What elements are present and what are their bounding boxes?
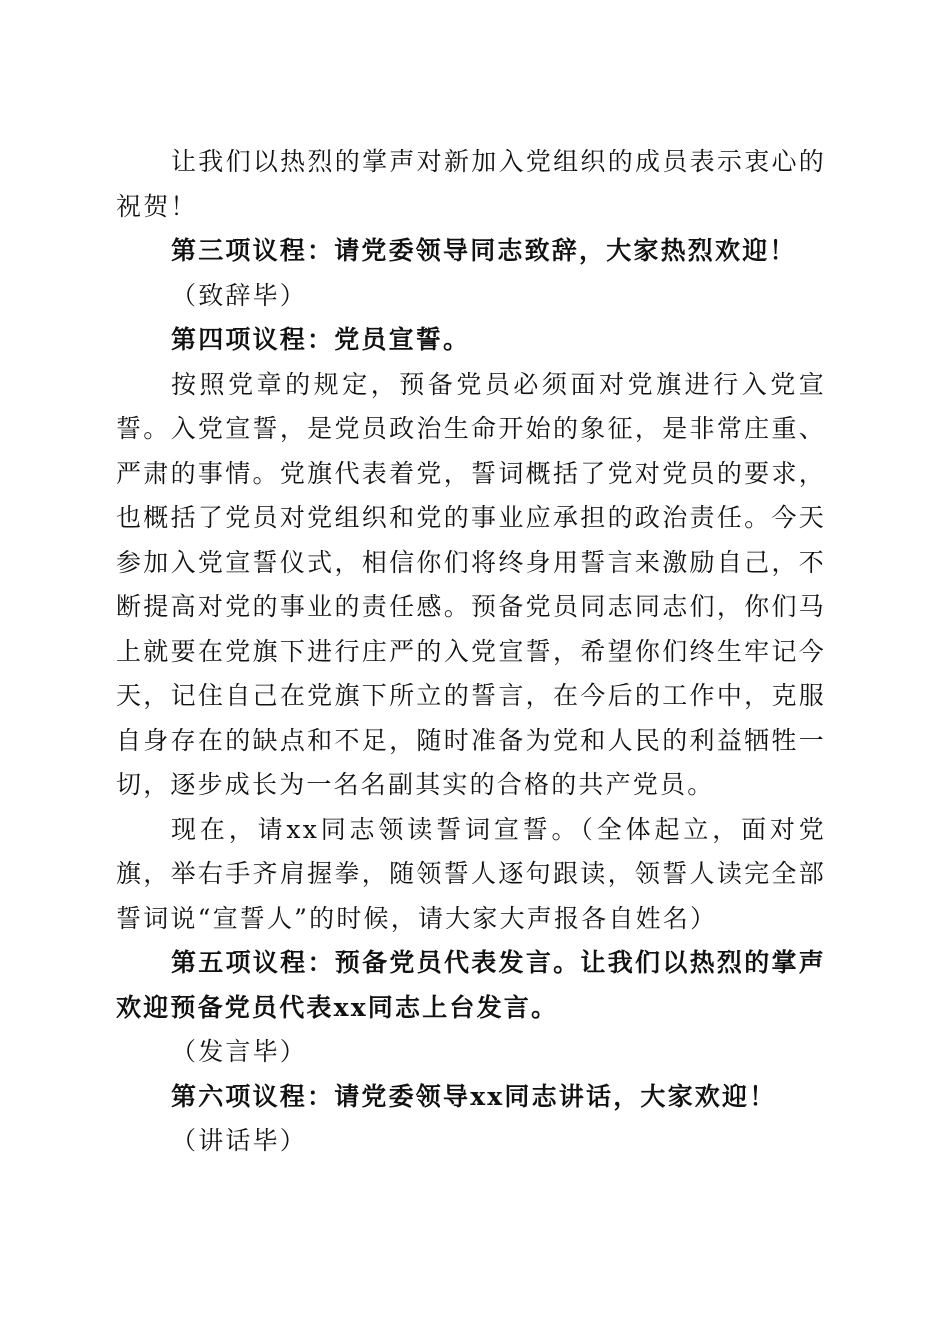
paragraph-oath-instruction: 现在，请xx同志领读誓词宣誓。（全体起立，面对党旗，举右手齐肩握拳，随领誓人逐句跟读，领誓人读完全部誓词说“宣誓人”的时候，请大家大声报各自姓名） (116, 814, 826, 933)
note-speech-end: （致辞毕） (171, 280, 308, 310)
paragraph-congratulation: 让我们以热烈的掌声对新加入党组织的成员表示衷心的祝贺！ (116, 147, 826, 221)
agenda-item-6: 第六项议程：请党委领导xx同志讲话，大家欢迎！ (171, 1081, 777, 1111)
agenda-item-5: 第五项议程：预备党员代表发言。让我们以热烈的掌声欢迎预备党员代表xx同志上台发言。 (116, 948, 826, 1022)
note-remarks-end: （发言毕） (171, 1037, 308, 1066)
document-body (116, 140, 826, 1164)
note-address-end: （讲话毕） (171, 1126, 308, 1155)
paragraph-oath-explanation: 按照党章的规定，预备党员必须面对党旗进行入党宣誓。入党宣誓，是党员政治生命开始的象征，是非常庄重、严肃的事情。党旗代表着党，誓词概括了党对党员的要求，也概括了党员对党组织和党的事业应承担的政治责任。今天参加入党宣誓仪式，相信你们将终身用誓言来激励自己，不断提高对党的事业的责任感。预备党员同志同志们，你们马上就要在党旗下进行庄严的入党宣誓，希望你们终生牢记今天，记住自己在党旗下所立的誓言，在今后的工作中，克服自身存在的缺点和不足，随时准备为党和人民的利益牺牲一切，逐步成长为一名名副其实的合格的共产党员。 (116, 369, 826, 799)
agenda-item-3: 第三项议程：请党委领导同志致辞，大家热烈欢迎！ (171, 236, 797, 265)
agenda-item-4: 第四项议程：党员宣誓。 (171, 325, 471, 354)
